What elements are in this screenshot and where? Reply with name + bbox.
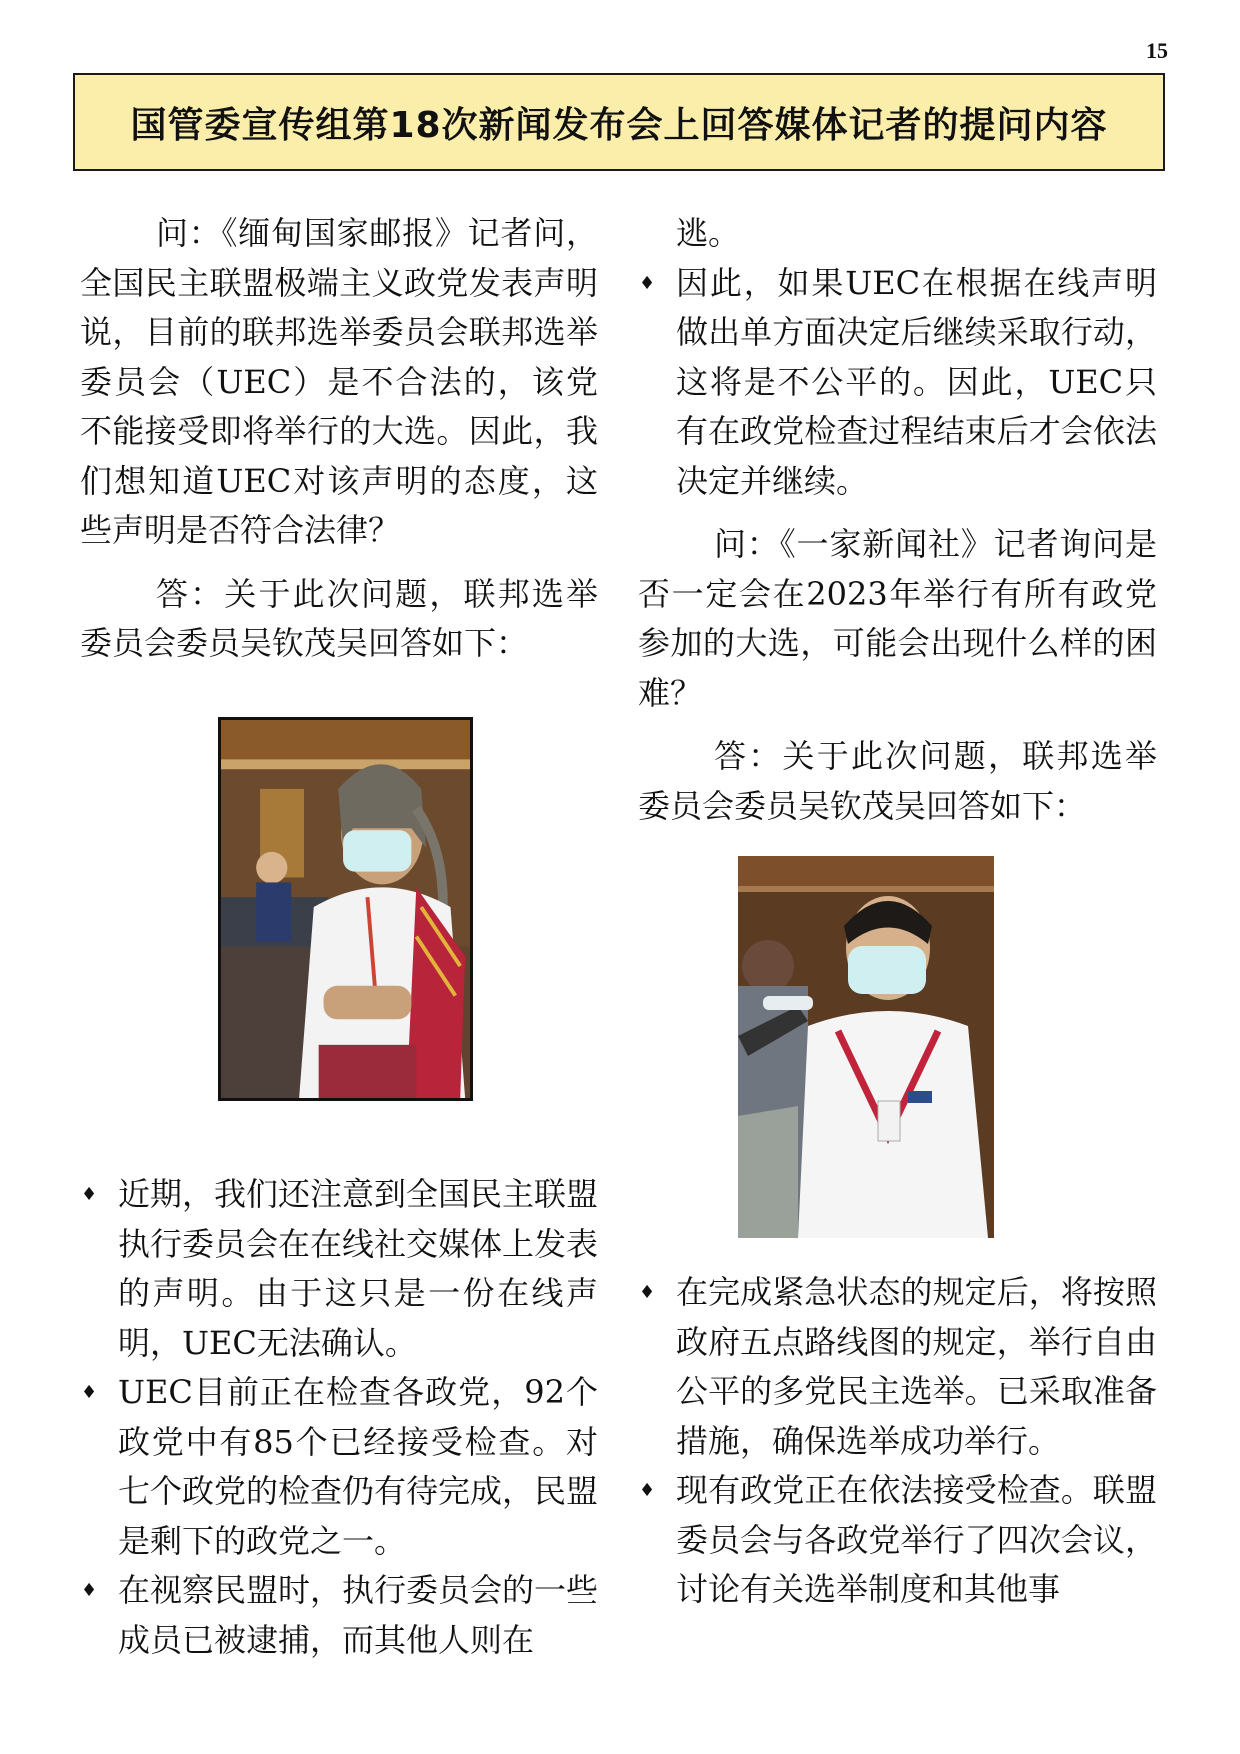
bullet-icon: ♦ [81, 1580, 98, 1601]
page-number: 15 [1146, 38, 1168, 63]
continued-text: 逃。 [676, 214, 741, 252]
bullet-icon: ♦ [639, 272, 656, 294]
bullet-item: ♦ 在完成紧急状态的规定后，将按照政府五点路线图的规定，举行自由公平的多党民主选举。已采取准备措施，确保选举成功举行。 [638, 1268, 1157, 1466]
answer-1-intro: 答：关于此次问题，联邦选举委员会委员吴钦茂吴回答如下： [80, 574, 598, 662]
right-column-top [638, 209, 1157, 831]
left-column-top [80, 209, 598, 669]
question-1: 问：《缅甸国家邮报》记者问，全国民主联盟极端主义政党发表声明说，目前的联邦选举委员会联邦选举委员会（UEC）是不合法的，该党不能接受即将举行的大选。因此，我们想知道UEC对该声明的态度，这些声明是否符合法律？ [80, 214, 598, 549]
bullet-icon: ♦ [81, 1184, 98, 1205]
photo-journalist-1 [218, 717, 473, 1101]
page-title: 国管委宣传组第18次新闻发布会上回答媒体记者的提问内容 [130, 104, 1108, 146]
bullet-item: ♦ 现有政党正在依法接受检查。联盟委员会与各政党举行了四次会议，讨论有关选举制度和其他事 [638, 1466, 1157, 1615]
right-column-bullets [638, 1268, 1157, 1615]
bullet-item: ♦ UEC目前正在检查各政党，92个政党中有85个已经接受检查。对七个政党的检查仍有待完成，民盟是剩下的政党之一。 [80, 1368, 598, 1566]
bullet-item: ♦ 在视察民盟时，执行委员会的一些成员已被逮捕，而其他人则在 [80, 1566, 598, 1665]
bullet-item: ♦ 因此，如果UEC在根据在线声明做出单方面决定后继续采取行动，这将是不公平的。因此，UEC只有在政党检查过程结束后才会依法决定并继续。 [638, 259, 1157, 507]
answer-2-intro: 答：关于此次问题，联邦选举委员会委员吴钦茂吴回答如下： [638, 737, 1157, 825]
bullet-icon: ♦ [639, 1282, 656, 1303]
photo-journalist-2 [738, 856, 994, 1238]
bullet-item: ♦ 近期，我们还注意到全国民主联盟执行委员会在在线社交媒体上发表的声明。由于这只是一份在线声明，UEC无法确认。 [80, 1170, 598, 1368]
left-column-bullets [80, 1170, 598, 1665]
title-box [73, 73, 1165, 171]
question-2: 问：《一家新闻社》记者询问是否一定会在2023年举行有所有政党参加的大选，可能会出现什么样的困难？ [638, 525, 1157, 712]
bullet-icon: ♦ [81, 1382, 98, 1403]
bullet-icon: ♦ [639, 1480, 656, 1501]
